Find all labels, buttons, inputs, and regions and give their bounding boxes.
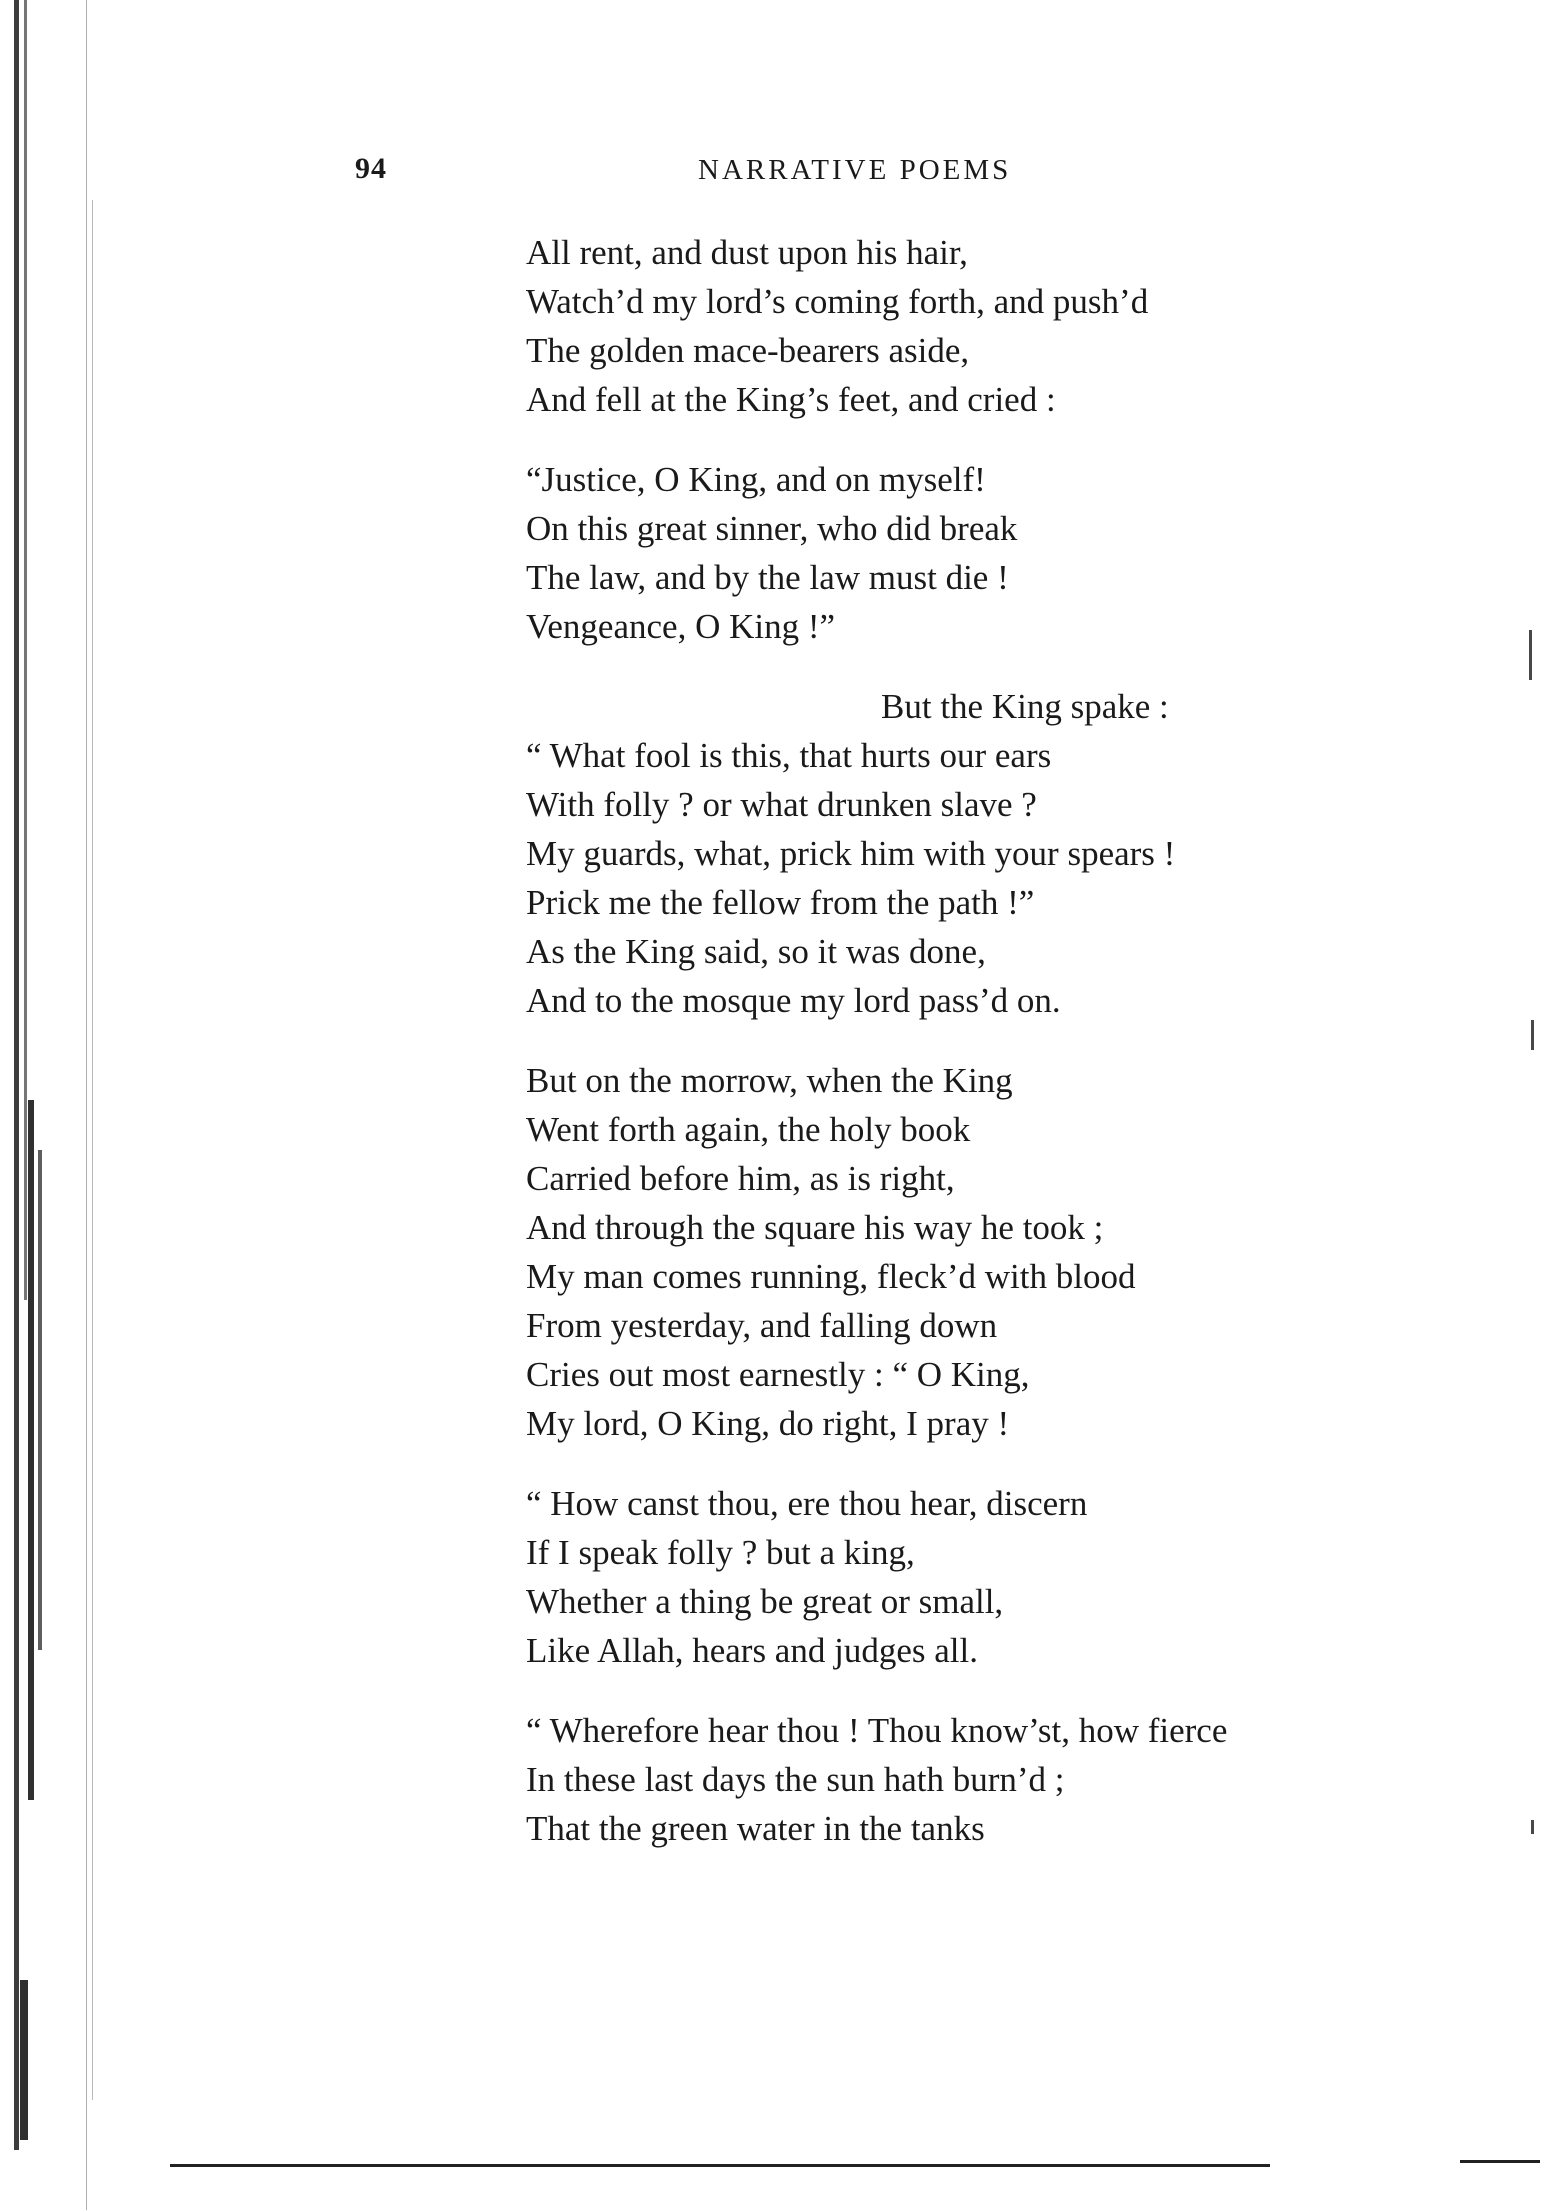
poem-line: Like Allah, hears and judges all. — [526, 1631, 978, 1670]
poem-line: With folly ? or what drunken slave ? — [526, 785, 1037, 824]
poem-line: In these last days the sun hath burn’d ; — [526, 1760, 1065, 1799]
poem-line: And fell at the King’s feet, and cried : — [526, 380, 1056, 419]
poem-line: My guards, what, prick him with your spears ! — [526, 834, 1176, 873]
poem-line: “ What fool is this, that hurts our ears — [526, 736, 1052, 775]
poem-line: Prick me the fellow from the path !” — [526, 883, 1035, 922]
gutter-line — [86, 0, 87, 2210]
stanza — [526, 682, 1486, 1025]
gutter-line — [14, 0, 19, 2150]
poem-line: “Justice, O King, and on myself! — [526, 460, 986, 499]
poem-line: And to the mosque my lord pass’d on. — [526, 981, 1061, 1020]
stanza — [526, 228, 1486, 424]
poem-line: That the green water in the tanks — [526, 1809, 985, 1848]
gutter-line — [20, 1980, 28, 2140]
poem-line: But on the morrow, when the King — [526, 1061, 1013, 1100]
gutter-line — [28, 1100, 34, 1800]
poem-line: Cries out most earnestly : “ O King, — [526, 1355, 1030, 1394]
page-bottom-rule — [170, 2164, 1270, 2167]
poem-line: If I speak folly ? but a king, — [526, 1533, 915, 1572]
poem-body — [526, 228, 1486, 1884]
binding-gutter — [0, 0, 100, 2210]
poem-line: The law, and by the law must die ! — [526, 558, 1009, 597]
page-bottom-rule — [1460, 2160, 1540, 2163]
poem-line: Watch’d my lord’s coming forth, and push’d — [526, 282, 1149, 321]
edge-mark — [1531, 1020, 1534, 1050]
poem-line: “ How canst thou, ere thou hear, discern — [526, 1484, 1088, 1523]
page-number: 94 — [355, 152, 387, 185]
poem-line: Carried before him, as is right, — [526, 1159, 955, 1198]
edge-marks — [1512, 0, 1552, 2210]
poem-line-indented: But the King spake : — [881, 687, 1169, 726]
stanza — [526, 1056, 1486, 1448]
poem-line: Went forth again, the holy book — [526, 1110, 971, 1149]
poem-line: All rent, and dust upon his hair, — [526, 233, 968, 272]
page-header — [0, 152, 1552, 202]
poem-line: My man comes running, fleck’d with blood — [526, 1257, 1136, 1296]
stanza — [526, 455, 1486, 651]
gutter-line — [38, 1150, 42, 1650]
poem-line: And through the square his way he took ; — [526, 1208, 1104, 1247]
edge-mark — [1531, 1820, 1534, 1834]
poem-line: On this great sinner, who did break — [526, 509, 1018, 548]
poem-line: As the King said, so it was done, — [526, 932, 986, 971]
poem-line: Whether a thing be great or small, — [526, 1582, 1004, 1621]
poem-line: From yesterday, and falling down — [526, 1306, 998, 1345]
poem-line: “ Wherefore hear thou ! Thou know’st, how fierce — [526, 1711, 1228, 1750]
poem-line: My lord, O King, do right, I pray ! — [526, 1404, 1010, 1443]
poem-line: Vengeance, O King !” — [526, 607, 836, 646]
gutter-line — [92, 200, 93, 2100]
stanza — [526, 1706, 1486, 1853]
running-head: NARRATIVE POEMS — [698, 154, 1012, 186]
poem-line: The golden mace-bearers aside, — [526, 331, 970, 370]
stanza — [526, 1479, 1486, 1675]
edge-mark — [1529, 630, 1532, 680]
